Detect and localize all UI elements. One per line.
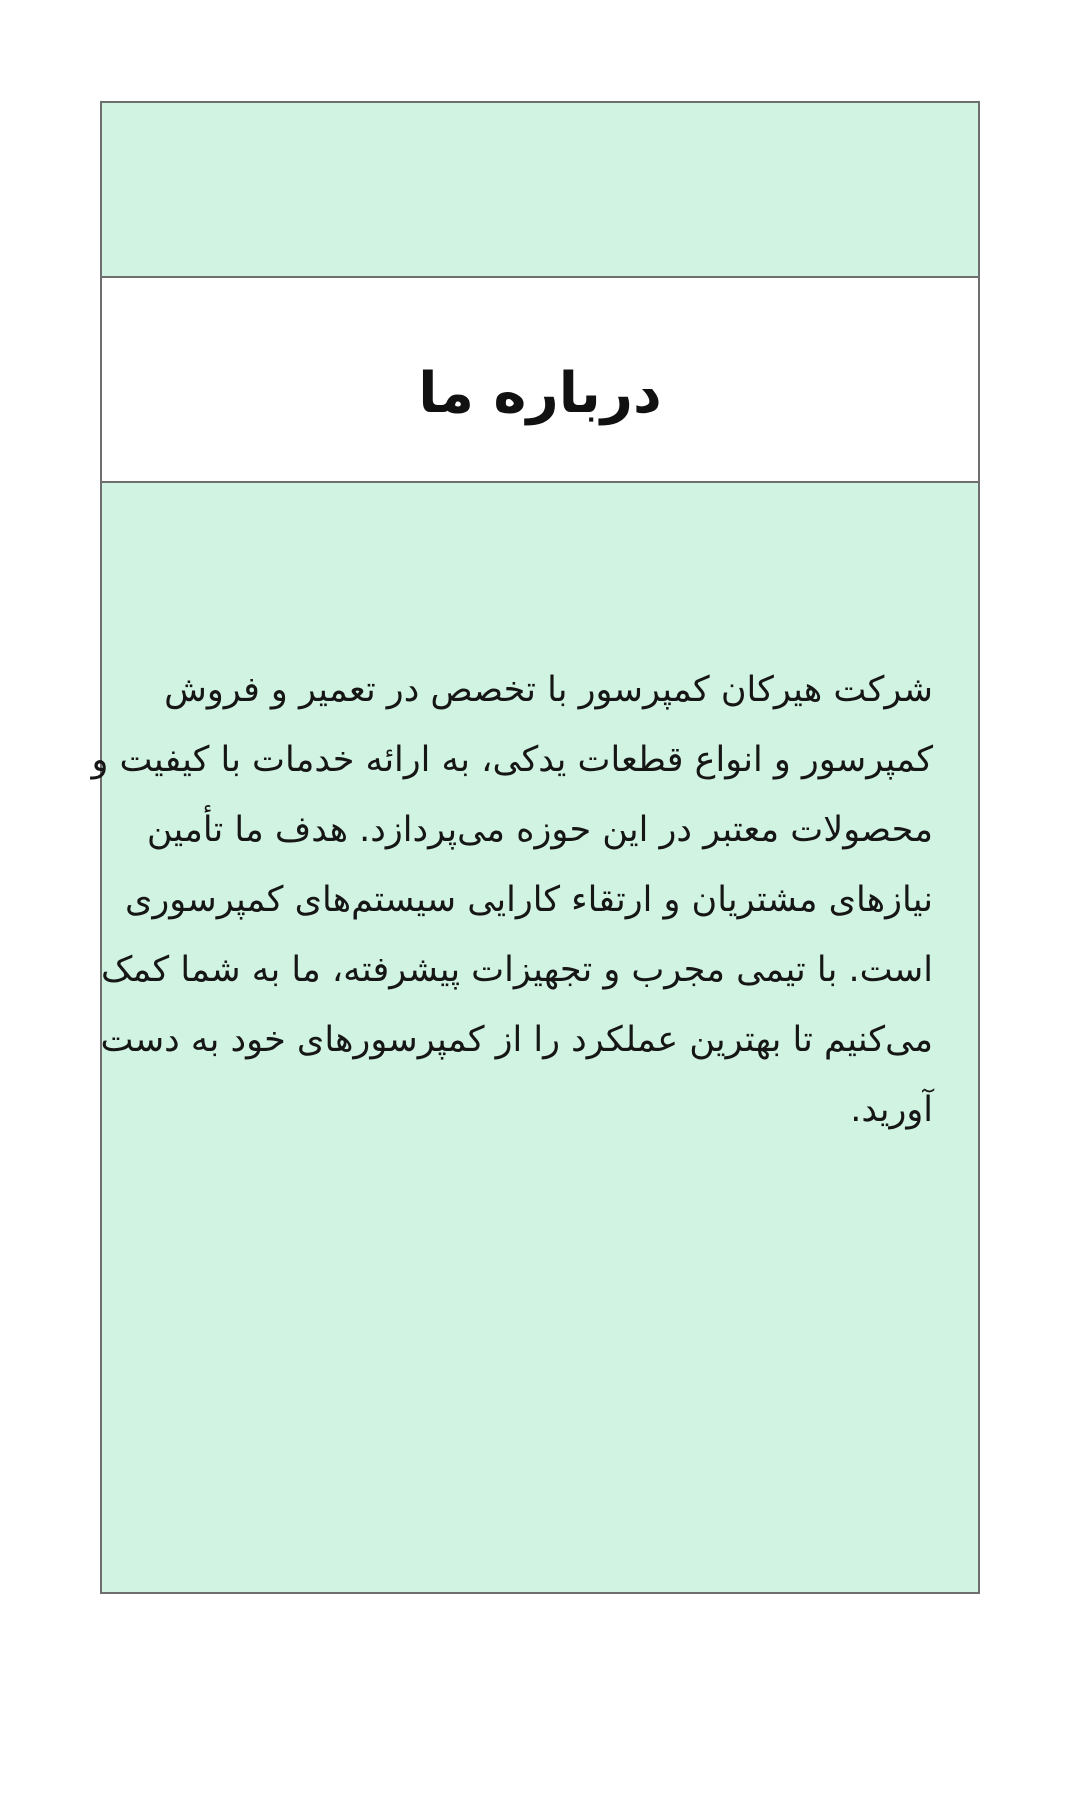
paragraph-line: آورید. [850, 1090, 933, 1130]
paragraph-line: نیازهای مشتریان و ارتقاء کارایی سیستم‌های کمپرسوری [124, 880, 933, 920]
page-title: درباره ما [418, 361, 662, 426]
paragraph-line: شرکت هیرکان کمپرسور با تخصص در تعمیر و فروش [164, 670, 933, 710]
paragraph-line: محصولات معتبر در این حوزه می‌پردازد. هدف ما تأمین [146, 810, 933, 850]
content-block [91, 481, 980, 1594]
about-panel [91, 101, 980, 1594]
about-paragraph [91, 655, 933, 1145]
header-strip [100, 101, 980, 278]
paragraph-line: کمپرسور و انواع قطعات یدکی، به ارائه خدمات با کیفیت و [91, 740, 933, 780]
paragraph-line: است. با تیمی مجرب و تجهیزات پیشرفته، ما به شما کمک [101, 950, 933, 990]
paragraph-line: می‌کنیم تا بهترین عملکرد را از کمپرسورهای خود به دست [100, 1020, 933, 1060]
title-block [100, 276, 980, 483]
